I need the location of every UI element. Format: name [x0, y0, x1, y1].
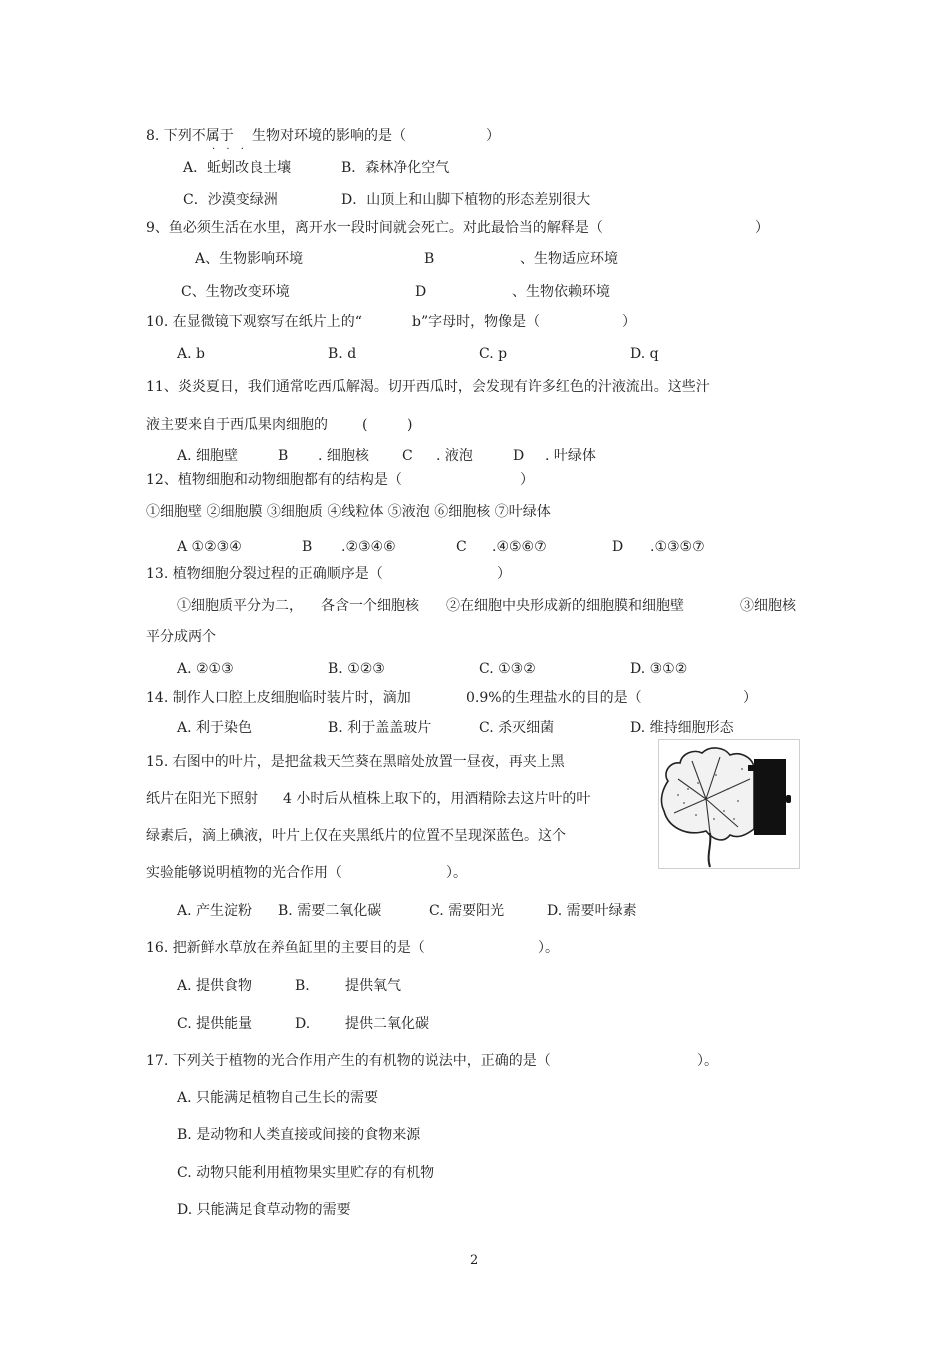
q14-option-d: D. 维持细胞形态	[630, 720, 734, 736]
q12-option-c-text: .④⑤⑥⑦	[492, 539, 547, 555]
q12-option-b-text: .②③④⑥	[341, 539, 396, 555]
clip-tab-bottom	[786, 795, 791, 803]
q11-stem-line1: 11、炎炎夏日，我们通常吃西瓜解渴。切开西瓜时，会发现有许多红色的汁液流出。这些汁	[146, 379, 710, 395]
q13-item1: ①细胞质平分为二，	[177, 598, 303, 614]
q15-line2a: 纸片在阳光下照射	[146, 791, 258, 807]
q16-option-d-letter: D.	[295, 1016, 311, 1032]
q13-item3-cont: 平分成两个	[146, 629, 216, 645]
q8-option-d: D．山顶上和山脚下植物的形态差别很大	[341, 192, 591, 208]
q10-paren-close: ）	[622, 314, 636, 330]
q10-stem-a: 10. 在显微镜下观察写在纸片上的“	[146, 314, 362, 330]
q10-stem-b: b”字母时，物像是（	[412, 314, 541, 330]
q14-option-c: C. 杀灭细菌	[479, 720, 555, 736]
q9-option-c: C、生物改变环境	[181, 284, 290, 300]
q13-paren-close: ）	[497, 566, 511, 582]
q15-line2b: 4 小时后从植株上取下的，用酒精除去这片叶的叶	[283, 791, 591, 807]
q14-stem-a: 14. 制作人口腔上皮细胞临时装片时，滴加	[146, 690, 411, 706]
q15-option-b: B. 需要二氧化碳	[278, 903, 382, 919]
q11-option-d-text: . 叶绿体	[545, 448, 596, 464]
q15-line4: 实验能够说明植物的光合作用（	[146, 865, 342, 881]
q15-option-c: C. 需要阳光	[429, 903, 505, 919]
q10-option-b: B. d	[328, 346, 357, 362]
q17-option-a: A. 只能满足植物自己生长的需要	[177, 1090, 379, 1106]
q17-option-b: B. 是动物和人类直接或间接的食物来源	[177, 1127, 421, 1143]
q14-stem-b: 0.9%的生理盐水的目的是（	[466, 690, 642, 706]
q11-paren-open: (	[362, 417, 368, 433]
q15-option-a: A. 产生淀粉	[177, 903, 253, 919]
q15-line3: 绿素后，滴上碘液，叶片上仅在夹黑纸片的位置不呈现深蓝色。这个	[146, 828, 566, 844]
q12-option-d-letter: D	[612, 539, 624, 555]
q11-option-d-letter: D	[513, 448, 525, 464]
q13-option-b: B. ①②③	[328, 661, 385, 677]
q9-option-b-letter: B	[424, 251, 435, 267]
q11-option-c-letter: C	[402, 448, 413, 464]
q12-option-a: A ①②③④	[177, 539, 242, 555]
q12-option-c-letter: C	[456, 539, 467, 555]
q16-option-b-letter: B.	[295, 978, 310, 994]
q13-option-d: D. ③①②	[630, 661, 688, 677]
q9-option-d-text: 、生物依赖环境	[512, 284, 610, 300]
q10-option-c: C. p	[479, 346, 508, 362]
q16-option-c: C. 提供能量	[177, 1016, 253, 1032]
q15-option-d: D. 需要叶绿素	[547, 903, 637, 919]
q8-option-a: A．蚯蚓改良土壤	[183, 160, 292, 176]
q16-paren-close: ）。	[538, 940, 559, 956]
q8-stem-b: 生物对环境的影响的是（	[252, 128, 406, 144]
q11-paren-close: )	[407, 417, 413, 433]
leaf-figure	[658, 739, 800, 869]
q13-option-c: C. ①③②	[479, 661, 536, 677]
q15-paren-close: ）。	[446, 865, 467, 881]
q9-paren-close: ）	[755, 220, 769, 236]
q8-stem-a: 8. 下列不属于	[146, 128, 234, 144]
q12-items: ①细胞壁 ②细胞膜 ③细胞质 ④线粒体 ⑤液泡 ⑥细胞核 ⑦叶绿体	[146, 504, 551, 520]
q17-stem: 17. 下列关于植物的光合作用产生的有机物的说法中，正确的是（	[146, 1053, 551, 1069]
q16-option-d-text: 提供二氧化碳	[345, 1016, 429, 1032]
q9-stem: 9、鱼必须生活在水里，离开水一段时间就会死亡。对此最恰当的解释是（	[146, 220, 603, 236]
q17-option-d: D. 只能满足食草动物的需要	[177, 1202, 351, 1218]
q13-stem: 13. 植物细胞分裂过程的正确顺序是（	[146, 566, 383, 582]
q8-emphasis-dots: · · ·	[212, 144, 248, 155]
q9-option-a: A、生物影响环境	[195, 251, 304, 267]
q12-stem: 12、植物细胞和动物细胞都有的结构是（	[146, 472, 402, 488]
q17-option-c: C. 动物只能利用植物果实里贮存的有机物	[177, 1165, 435, 1181]
q14-option-a: A. 利于染色	[177, 720, 253, 736]
q11-stem-line2: 液主要来自于西瓜果肉细胞的	[146, 417, 328, 433]
q12-option-b-letter: B	[302, 539, 313, 555]
black-paper-clip	[754, 759, 786, 835]
q11-option-b-letter: B	[278, 448, 289, 464]
q13-option-a: A. ②①③	[177, 661, 234, 677]
q16-option-b-text: 提供氧气	[345, 978, 401, 994]
q13-item3: ③细胞核	[740, 598, 796, 614]
q9-option-b-text: 、生物适应环境	[520, 251, 618, 267]
q15-line1: 15. 右图中的叶片，是把盆栽天竺葵在黑暗处放置一昼夜，再夹上黑	[146, 754, 565, 770]
q10-option-d: D. q	[630, 346, 659, 362]
q8-option-c: C．沙漠变绿洲	[183, 192, 278, 208]
q13-item1b: 各含一个细胞核	[321, 598, 419, 614]
q11-option-a: A. 细胞壁	[177, 448, 239, 464]
page-number: 2	[470, 1253, 479, 1268]
clip-tab-top	[748, 765, 756, 771]
q12-paren-close: ）	[520, 472, 534, 488]
q14-option-b: B. 利于盖盖玻片	[328, 720, 432, 736]
q11-option-b-text: . 细胞核	[318, 448, 369, 464]
q10-option-a: A. b	[177, 346, 205, 362]
q9-option-d-letter: D	[415, 284, 427, 300]
q16-stem: 16. 把新鲜水草放在养鱼缸里的主要目的是（	[146, 940, 425, 956]
q14-paren-close: ）	[743, 690, 757, 706]
q16-option-a: A. 提供食物	[177, 978, 253, 994]
q8-paren-close: ）	[486, 128, 500, 144]
q13-item2: ②在细胞中央形成新的细胞膜和细胞壁	[446, 598, 684, 614]
q8-option-b: B．森林净化空气	[341, 160, 450, 176]
q11-option-c-text: . 液泡	[436, 448, 473, 464]
q12-option-d-text: .①③⑤⑦	[650, 539, 705, 555]
q17-paren-close: ）。	[697, 1053, 718, 1069]
